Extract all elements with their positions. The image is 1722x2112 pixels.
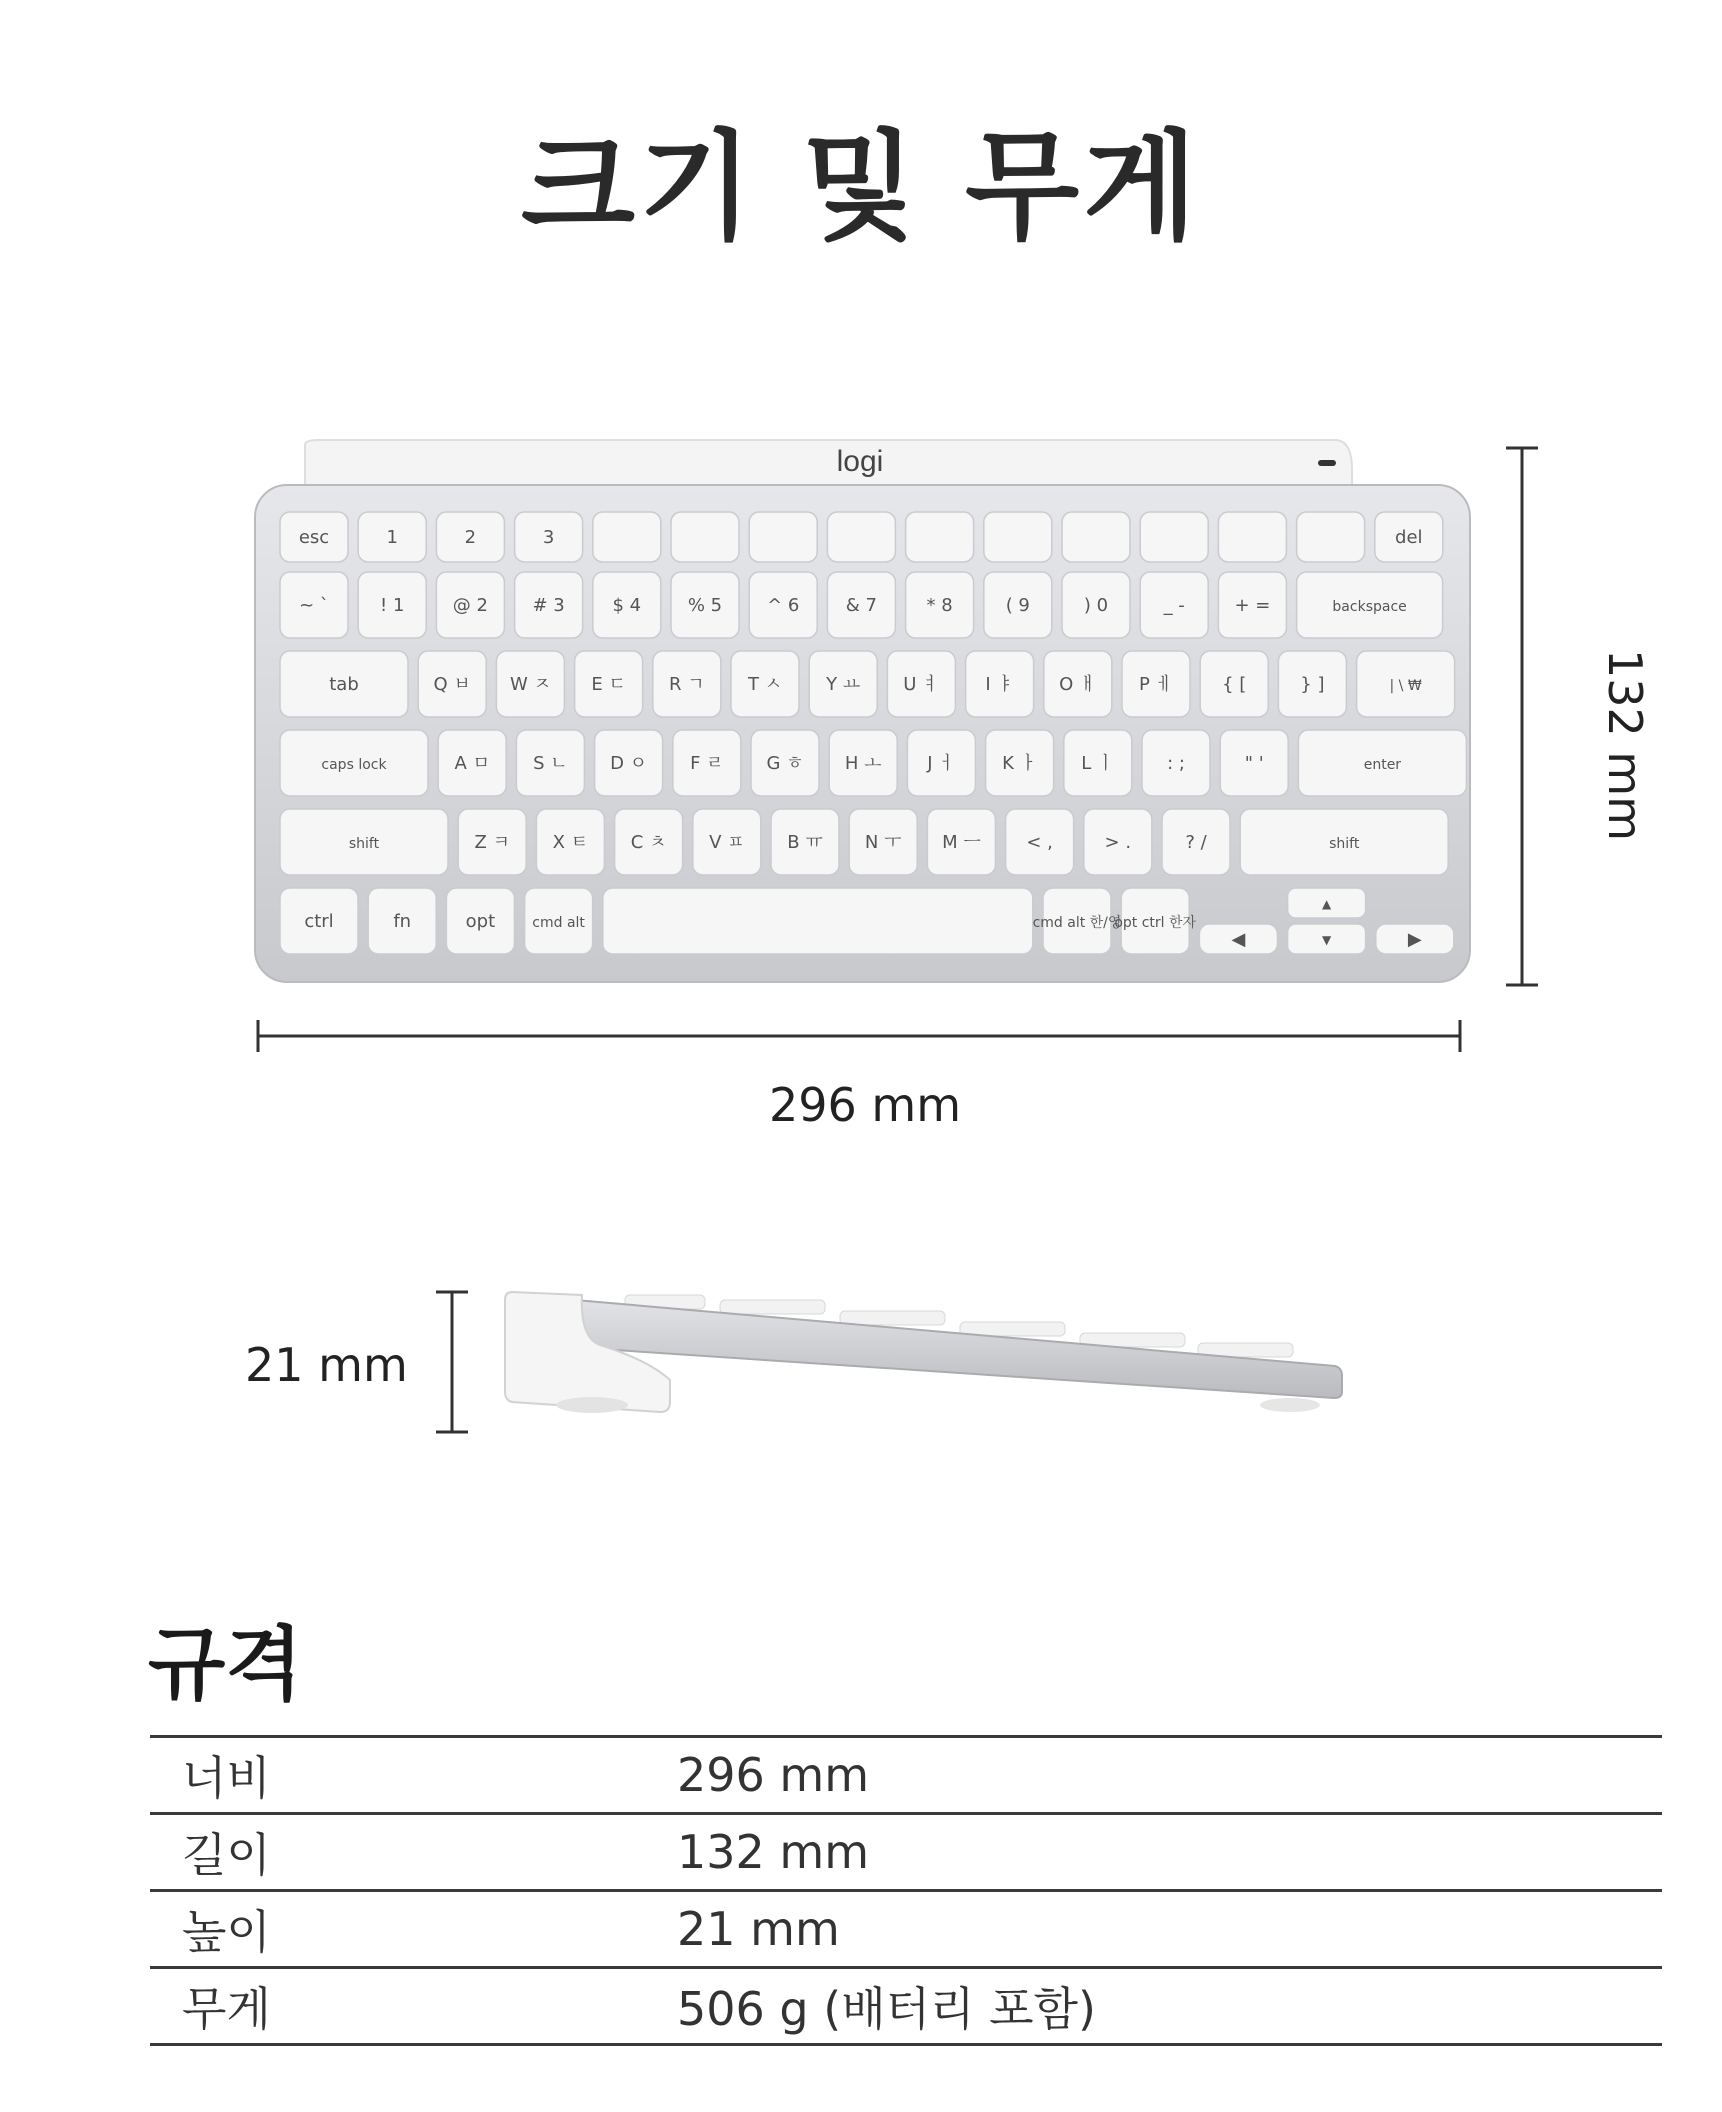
key-label: tab [329, 674, 359, 695]
key-label: K ㅏ [1002, 753, 1038, 774]
key-label: % 5 [687, 595, 723, 616]
key [603, 888, 1033, 954]
key [1062, 572, 1130, 638]
key-label: cmd alt 한/영 [1032, 915, 1122, 931]
key-label: : ; [1167, 753, 1185, 774]
key-label: # 3 [532, 595, 565, 616]
key [1199, 924, 1277, 954]
spec-label: 높이 [182, 1905, 271, 1959]
key-label: | \ ₩ [1389, 678, 1422, 694]
key [1218, 512, 1286, 562]
key-label: H ㅗ [844, 753, 882, 774]
key [1122, 651, 1190, 717]
key [966, 651, 1034, 717]
key [693, 809, 761, 875]
key [1297, 572, 1443, 638]
key-label: * 8 [926, 595, 953, 616]
width-dimension-label: 296 mm [768, 1078, 962, 1132]
key-label: + = [1234, 595, 1271, 616]
key [1044, 651, 1112, 717]
logi-logo: logi [836, 445, 884, 478]
key [516, 730, 584, 796]
key [1142, 730, 1210, 796]
spec-row-weight [150, 1968, 1662, 2045]
key [1297, 512, 1365, 562]
key [887, 651, 955, 717]
key-label: ) 0 [1083, 595, 1109, 616]
key-label: Q ㅂ [433, 674, 471, 695]
key [280, 572, 348, 638]
key-label: U ㅕ [903, 674, 940, 695]
key-label: I ㅑ [985, 674, 1014, 695]
key-label: del [1395, 527, 1423, 548]
key [595, 730, 663, 796]
height-dimension-label: 21 mm [245, 1338, 408, 1392]
key-label: T ㅅ [747, 674, 783, 695]
key-label: < , [1026, 832, 1053, 853]
key [673, 730, 741, 796]
key [829, 730, 897, 796]
key-label: O ㅐ [1059, 674, 1097, 695]
key-label: V ㅍ [709, 832, 745, 853]
key-label: $ 4 [612, 595, 642, 616]
key-label: ◀ [1231, 929, 1246, 950]
key [1298, 730, 1466, 796]
key [515, 512, 583, 562]
key [1006, 809, 1074, 875]
key [280, 651, 408, 717]
key-label: ! 1 [380, 595, 405, 616]
key-label: ▶ [1407, 929, 1422, 950]
key [1218, 572, 1286, 638]
key [1240, 809, 1448, 875]
key [849, 809, 917, 875]
key-label: backspace [1332, 599, 1407, 615]
key [575, 651, 643, 717]
key-label: ? / [1185, 832, 1207, 853]
key [593, 572, 661, 638]
key-label: shift [1329, 836, 1360, 852]
spec-row-width [150, 1737, 1662, 1814]
key-label: opt ctrl 한자 [1114, 915, 1197, 931]
key-label: Z ㅋ [474, 832, 510, 853]
key-label: R ㄱ [668, 674, 705, 695]
key-label: 1 [386, 527, 398, 548]
key-label: ( 9 [1005, 595, 1030, 616]
key-label: ▲ [1321, 897, 1332, 911]
key [827, 572, 895, 638]
key-label: ▼ [1321, 933, 1332, 947]
key-label: 3 [542, 527, 555, 548]
key-label: esc [298, 527, 330, 548]
key [749, 572, 817, 638]
key [751, 730, 819, 796]
length-dimension-label: 132 mm [1598, 648, 1652, 842]
key-label: F ㄹ [690, 753, 724, 774]
key [731, 651, 799, 717]
key-label: A ㅁ [454, 753, 490, 774]
spec-value: 21 mm [677, 1902, 840, 1956]
key [436, 512, 504, 562]
key-label: shift [348, 836, 380, 852]
key-label: " ' [1244, 753, 1264, 774]
key [515, 572, 583, 638]
power-indicator [1318, 460, 1336, 466]
key [368, 888, 436, 954]
key [280, 512, 348, 562]
key-label: Y ㅛ [826, 674, 861, 695]
spec-label: 길이 [182, 1828, 271, 1882]
key-label: ^ 6 [767, 595, 800, 616]
key-label: N ㅜ [864, 832, 902, 853]
key-label: ~ ` [299, 595, 329, 616]
key [525, 888, 593, 954]
key-label: B ㅠ [787, 832, 823, 853]
key [615, 809, 683, 875]
key [1162, 809, 1230, 875]
spec-row-length [150, 1814, 1662, 1891]
key [358, 512, 426, 562]
key [438, 730, 506, 796]
key [984, 572, 1052, 638]
key [496, 651, 564, 717]
key-label: { [ [1222, 674, 1247, 695]
key-label: 2 [464, 527, 477, 548]
key-label: W ㅈ [509, 674, 551, 695]
spec-label: 무게 [182, 1982, 271, 2036]
key-label: fn [393, 911, 412, 932]
key-label: E ㄷ [591, 674, 626, 695]
key [771, 809, 839, 875]
key-label: opt [465, 911, 496, 932]
spec-row-height [150, 1891, 1662, 1968]
key [436, 572, 504, 638]
key-label: } ] [1300, 674, 1325, 695]
key [671, 512, 739, 562]
key-label: cmd alt [532, 915, 585, 931]
key-label: G ㅎ [766, 753, 804, 774]
key [280, 888, 358, 954]
key [906, 572, 974, 638]
key [749, 512, 817, 562]
key [536, 809, 604, 875]
key-label: M ㅡ [942, 832, 981, 853]
keyboard-side-view [505, 1292, 1342, 1413]
key [907, 730, 975, 796]
spec-label: 너비 [182, 1751, 271, 1805]
specs-title: 규격 [148, 1618, 303, 1711]
key-label: @ 2 [452, 595, 488, 616]
key [906, 512, 974, 562]
key [927, 809, 995, 875]
key [358, 572, 426, 638]
key [1220, 730, 1288, 796]
key [1357, 651, 1455, 717]
key-label: D ㅇ [610, 753, 648, 774]
key [1278, 651, 1346, 717]
key [653, 651, 721, 717]
key [827, 512, 895, 562]
key-label: S ㄴ [533, 753, 568, 774]
key [809, 651, 877, 717]
key-label: L ㅣ [1081, 753, 1115, 774]
key [280, 730, 428, 796]
key [1033, 888, 1122, 954]
keyboard-top-bar [305, 440, 1352, 490]
page-title: 크기 및 무게 [520, 118, 1202, 256]
key-label: X ㅌ [552, 832, 589, 853]
specs-table [150, 1735, 1662, 2046]
key-label: _ - [1163, 595, 1185, 616]
key [1064, 730, 1132, 796]
key-label: > . [1104, 832, 1132, 853]
key-label: enter [1363, 757, 1402, 773]
spec-value: 132 mm [677, 1825, 870, 1879]
key-label: P ㅔ [1139, 674, 1173, 695]
key [984, 512, 1052, 562]
key [1114, 888, 1196, 954]
key [1375, 512, 1443, 562]
key [671, 572, 739, 638]
key [593, 512, 661, 562]
key [280, 809, 448, 875]
key-label: caps lock [321, 757, 387, 773]
key-label: J ㅓ [927, 753, 956, 774]
key [1376, 924, 1454, 954]
spec-value: 506 g (배터리 포함) [677, 1982, 1096, 2036]
key [446, 888, 514, 954]
spec-value: 296 mm [677, 1748, 870, 1802]
key [1140, 512, 1208, 562]
key-label: ctrl [304, 911, 334, 932]
key [986, 730, 1054, 796]
key [1084, 809, 1152, 875]
key-label: & 7 [845, 595, 878, 616]
key [458, 809, 526, 875]
key [418, 651, 486, 717]
key [1200, 651, 1268, 717]
key [1062, 512, 1130, 562]
key [1140, 572, 1208, 638]
key-label: C ㅊ [630, 832, 667, 853]
